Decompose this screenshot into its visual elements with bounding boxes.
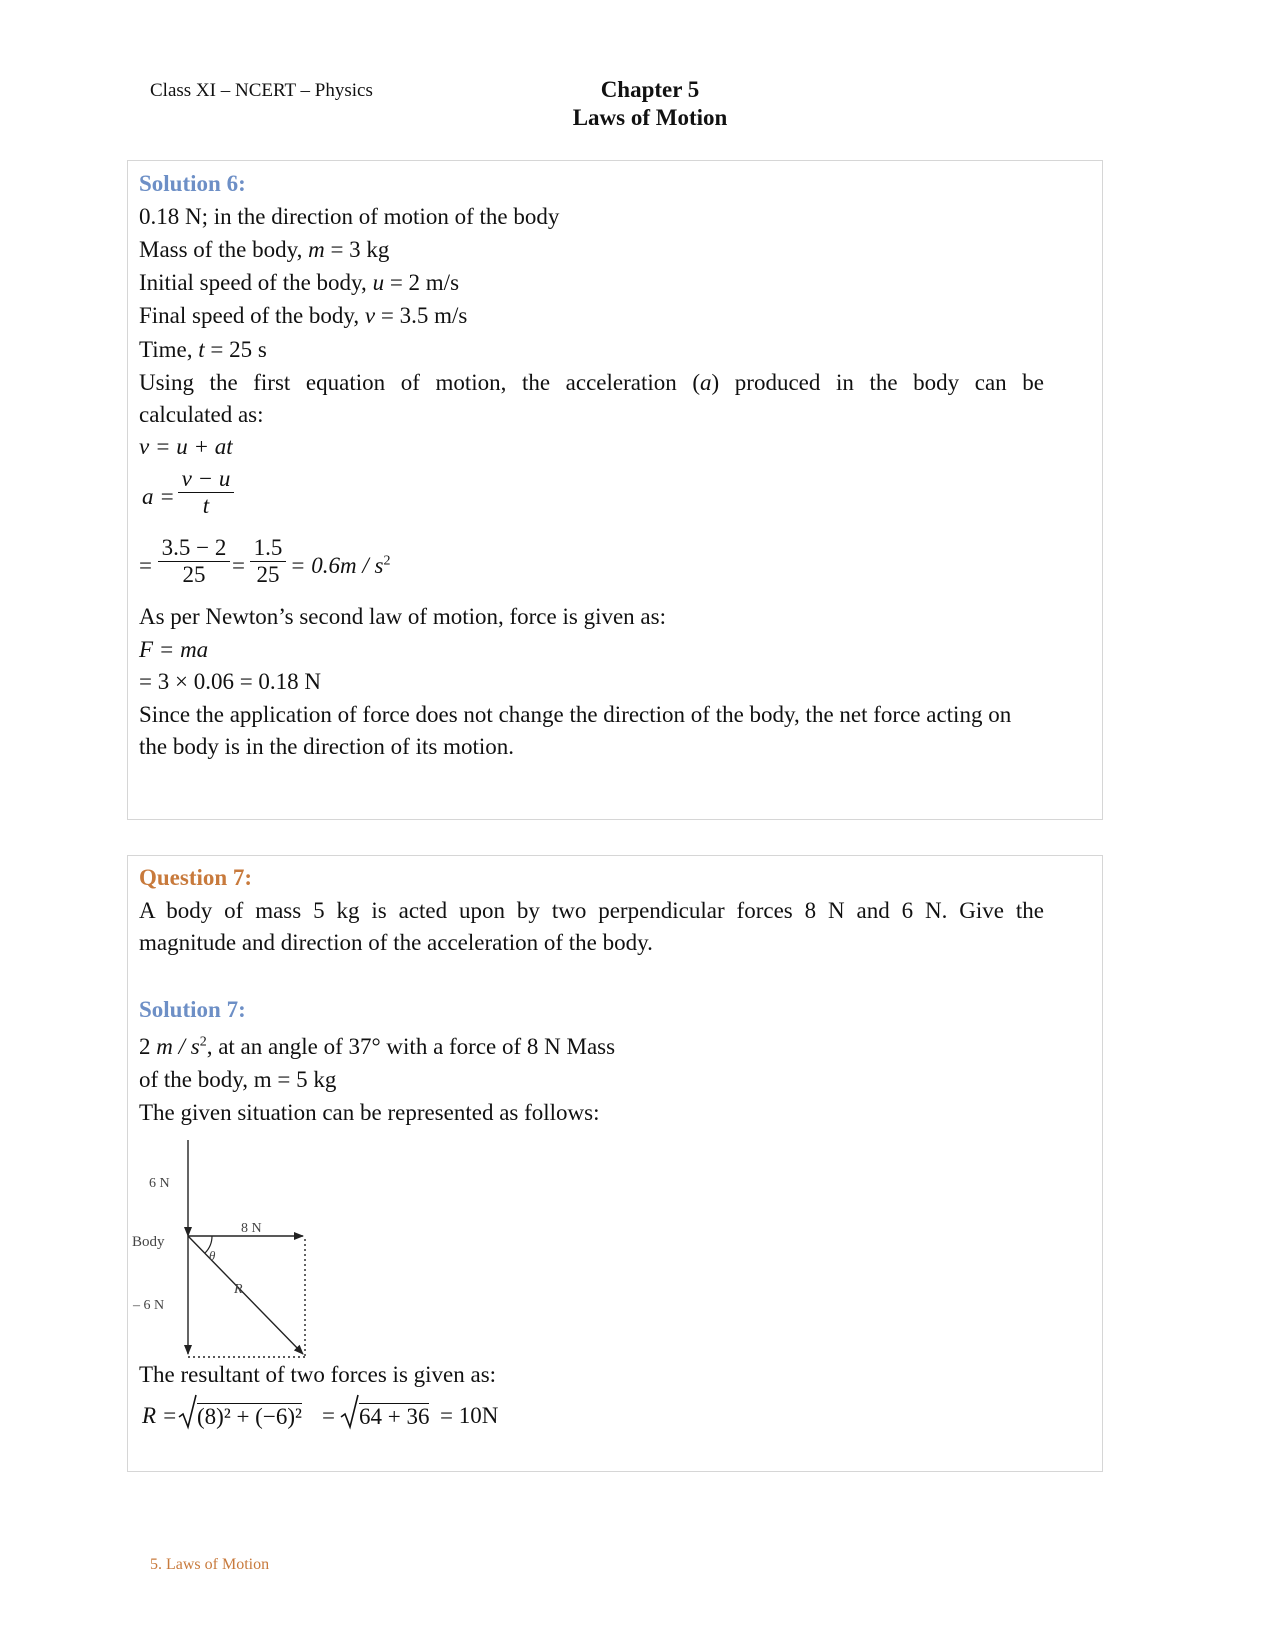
line1-a: 2 <box>139 1034 157 1059</box>
label-6n: 6 N <box>149 1176 170 1191</box>
solution-7-line-3: The given situation can be represented as follows: <box>139 1100 600 1125</box>
sqrt-sign-2 <box>340 1393 360 1431</box>
mass-var: m <box>308 237 325 262</box>
eq-r-lhs: R = <box>142 1403 178 1428</box>
mass-label: Mass of the body, <box>139 237 309 262</box>
page-footer: 5. Laws of Motion <box>150 1556 270 1573</box>
para1-b: ) produced in the body can be <box>711 370 1044 395</box>
eq3-equals-2: = <box>232 553 245 578</box>
para1-a: Using the first equation of motion, the acceleration ( <box>139 370 701 395</box>
final-value: = 3.5 m/s <box>375 303 468 328</box>
time-label: Time, <box>139 337 199 362</box>
eq3-result-text: = 0.6m / s <box>290 553 384 578</box>
header-subject: Class XI – NCERT – Physics <box>150 80 373 101</box>
chapter-number: Chapter 5 <box>600 77 700 102</box>
equation-force-value: = 3 × 0.06 = 0.18 N <box>139 669 322 694</box>
eq-radicand-2: 64 + 36 <box>359 1404 430 1429</box>
chapter-title: Laws of Motion <box>572 105 728 130</box>
eq3-denominator-1: 25 <box>182 562 206 587</box>
question-7-text-b: magnitude and direction of the acceleration of the body. <box>139 930 653 955</box>
label-8n: 8 N <box>241 1221 262 1236</box>
chapter-heading <box>500 76 800 132</box>
newton-line: As per Newton’s second law of motion, force is given as: <box>139 604 666 629</box>
resultant-arrow <box>188 1236 303 1354</box>
eq2-fraction <box>178 466 234 519</box>
solution-7-line-2: of the body, m = 5 kg <box>139 1067 337 1092</box>
time-value: = 25 s <box>204 337 267 362</box>
mass-line <box>139 237 389 263</box>
solution-7-heading: Solution 7: <box>139 997 246 1022</box>
equation-f-ma: F = ma <box>139 637 209 662</box>
eq3-equals: = <box>139 553 152 578</box>
resultant-line: The resultant of two forces is given as: <box>139 1362 497 1387</box>
final-speed-line <box>139 303 467 329</box>
line1-b: , at an angle of 37° with a force of 8 N Mass <box>206 1034 616 1059</box>
para1-var: a <box>700 370 712 395</box>
eq2-denominator: t <box>202 493 210 518</box>
eq2-lhs: a = <box>142 484 175 509</box>
question-7-heading: Question 7: <box>139 865 253 890</box>
eq-result: = 10N <box>440 1403 499 1428</box>
paragraph-1a <box>139 370 1044 396</box>
time-var: t <box>198 337 205 362</box>
eq2-numerator: v − u <box>181 466 231 491</box>
initial-var: u <box>372 270 385 295</box>
paragraph-2a: Since the application of force does not change the direction of the body, the net force acting on <box>139 702 1012 727</box>
eq3-fraction-2 <box>250 535 286 588</box>
label-neg6n: – 6 N <box>133 1298 165 1313</box>
eq3-exponent: 2 <box>383 553 391 569</box>
eq3-denominator-2: 25 <box>256 562 280 587</box>
eq3-numerator-1: 3.5 − 2 <box>161 535 227 560</box>
solution-7-line-1 <box>139 1034 615 1060</box>
eq3-numerator-2: 1.5 <box>253 535 283 560</box>
sqrt-sign-1 <box>178 1393 198 1431</box>
paragraph-2b: the body is in the direction of its motion. <box>139 734 514 759</box>
label-r: R <box>234 1282 243 1297</box>
label-body: Body <box>132 1234 165 1250</box>
mass-value: = 3 kg <box>324 237 390 262</box>
eq-radicand-1: (8)² + (−6)² <box>197 1404 302 1429</box>
initial-speed-line <box>139 270 459 296</box>
question-7-text-a: A body of mass 5 kg is acted upon by two perpendicular forces 8 N and 6 N. Give the <box>139 898 1044 923</box>
paragraph-1b: calculated as: <box>139 402 264 427</box>
initial-value: = 2 m/s <box>384 270 460 295</box>
line1-exponent: 2 <box>199 1034 207 1050</box>
time-line <box>139 337 267 363</box>
label-theta: θ <box>209 1248 216 1263</box>
final-label: Final speed of the body, <box>139 303 365 328</box>
eq-mid-equals: = <box>322 1403 335 1428</box>
initial-label: Initial speed of the body, <box>139 270 373 295</box>
equation-v-u-at: v = u + at <box>139 434 233 459</box>
line1-unit: m / s <box>156 1034 200 1059</box>
solution-6-answer: 0.18 N; in the direction of motion of the body <box>139 204 560 229</box>
solution-6-heading: Solution 6: <box>139 171 246 196</box>
eq3-result <box>290 553 390 579</box>
final-var: v <box>364 303 376 328</box>
force-diagram <box>127 1136 327 1366</box>
eq3-fraction-1 <box>158 535 230 588</box>
